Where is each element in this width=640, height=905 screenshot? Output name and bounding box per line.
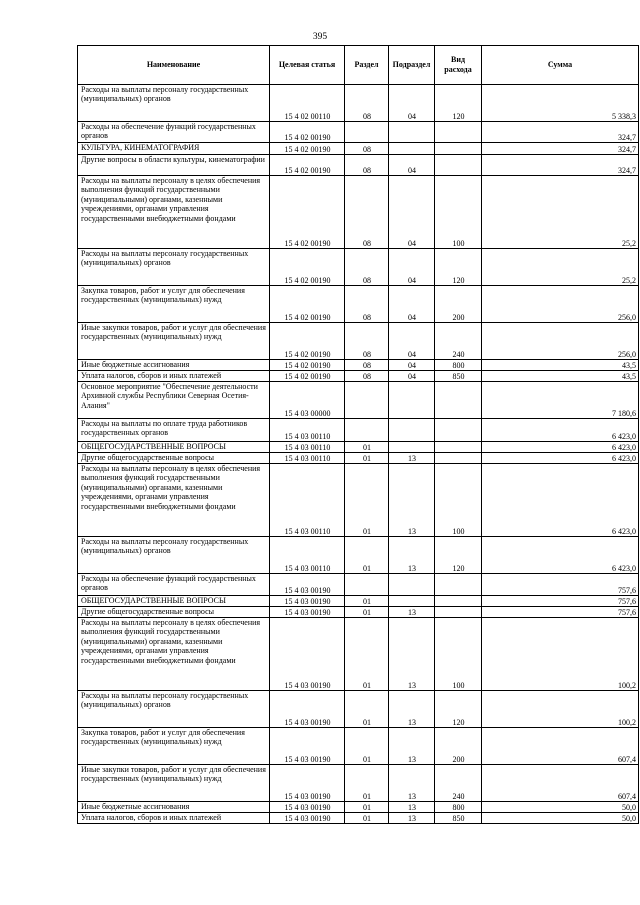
cell-amount: 6 423,0	[482, 464, 639, 537]
cell-target-article: 15 4 03 00190	[270, 574, 345, 596]
cell-name: Другие общегосударственные вопросы	[78, 607, 270, 618]
cell-target-article: 15 4 03 00190	[270, 802, 345, 813]
cell-amount: 100,2	[482, 691, 639, 728]
cell-section: 01	[345, 607, 389, 618]
cell-target-article: 15 4 03 00110	[270, 442, 345, 453]
table-row	[78, 122, 639, 143]
cell-target-article: 15 4 02 00190	[270, 371, 345, 382]
cell-expense-type	[435, 453, 482, 464]
cell-subsection: 13	[389, 691, 435, 728]
cell-expense-type: 120	[435, 85, 482, 122]
cell-amount: 43,5	[482, 360, 639, 371]
cell-subsection: 13	[389, 537, 435, 574]
cell-section: 01	[345, 537, 389, 574]
cell-expense-type	[435, 419, 482, 442]
cell-section: 01	[345, 765, 389, 802]
cell-section: 08	[345, 249, 389, 286]
cell-expense-type	[435, 143, 482, 155]
table-row	[78, 155, 639, 176]
cell-target-article: 15 4 03 00190	[270, 596, 345, 607]
cell-amount: 6 423,0	[482, 453, 639, 464]
cell-name: Закупка товаров, работ и услуг для обеспечения государственных (муниципальных) нужд	[78, 286, 270, 323]
cell-target-article: 15 4 02 00190	[270, 122, 345, 143]
budget-table	[77, 45, 639, 824]
cell-name: Расходы на выплаты персоналу государственных (муниципальных) органов	[78, 85, 270, 122]
cell-name: ОБЩЕГОСУДАРСТВЕННЫЕ ВОПРОСЫ	[78, 596, 270, 607]
cell-expense-type: 120	[435, 537, 482, 574]
cell-subsection: 04	[389, 371, 435, 382]
table-row	[78, 286, 639, 323]
cell-expense-type: 200	[435, 286, 482, 323]
cell-name: Иные бюджетные ассигнования	[78, 802, 270, 813]
cell-expense-type	[435, 607, 482, 618]
table-row	[78, 813, 639, 824]
cell-subsection: 04	[389, 176, 435, 249]
cell-name: КУЛЬТУРА, КИНЕМАТОГРАФИЯ	[78, 143, 270, 155]
cell-subsection: 13	[389, 607, 435, 618]
cell-name: Расходы на выплаты персоналу в целях обеспечения выполнения функций государственными (муниципальными) органами, казенными учреждениями, органами управления государственными внебюджетными фондами	[78, 464, 270, 537]
cell-expense-type	[435, 382, 482, 419]
cell-amount: 757,6	[482, 596, 639, 607]
cell-expense-type: 800	[435, 802, 482, 813]
cell-target-article: 15 4 02 00190	[270, 323, 345, 360]
cell-expense-type	[435, 442, 482, 453]
cell-target-article: 15 4 03 00190	[270, 691, 345, 728]
table-row	[78, 85, 639, 122]
table-row	[78, 607, 639, 618]
cell-expense-type: 240	[435, 765, 482, 802]
cell-section: 08	[345, 371, 389, 382]
cell-expense-type: 800	[435, 360, 482, 371]
cell-section: 01	[345, 464, 389, 537]
cell-section	[345, 122, 389, 143]
table-row	[78, 464, 639, 537]
cell-subsection: 13	[389, 464, 435, 537]
cell-subsection: 13	[389, 802, 435, 813]
cell-target-article: 15 4 02 00190	[270, 143, 345, 155]
cell-section	[345, 419, 389, 442]
cell-name: Закупка товаров, работ и услуг для обеспечения государственных (муниципальных) нужд	[78, 728, 270, 765]
cell-expense-type: 200	[435, 728, 482, 765]
cell-expense-type	[435, 596, 482, 607]
cell-expense-type: 120	[435, 691, 482, 728]
cell-subsection	[389, 574, 435, 596]
table-row	[78, 618, 639, 691]
cell-expense-type: 850	[435, 371, 482, 382]
cell-subsection: 04	[389, 323, 435, 360]
cell-section: 08	[345, 286, 389, 323]
table-row	[78, 453, 639, 464]
cell-name: Расходы на выплаты по оплате труда работников государственных органов	[78, 419, 270, 442]
table-row	[78, 419, 639, 442]
cell-expense-type: 850	[435, 813, 482, 824]
cell-expense-type: 120	[435, 249, 482, 286]
cell-target-article: 15 4 03 00000	[270, 382, 345, 419]
cell-target-article: 15 4 03 00190	[270, 607, 345, 618]
cell-subsection: 04	[389, 360, 435, 371]
header-name: Наименование	[78, 46, 270, 85]
cell-section	[345, 574, 389, 596]
cell-name: Уплата налогов, сборов и иных платежей	[78, 813, 270, 824]
cell-target-article: 15 4 03 00110	[270, 464, 345, 537]
cell-section: 01	[345, 728, 389, 765]
cell-target-article: 15 4 02 00110	[270, 85, 345, 122]
table-row	[78, 371, 639, 382]
cell-section: 01	[345, 802, 389, 813]
table-row	[78, 442, 639, 453]
cell-subsection: 04	[389, 85, 435, 122]
cell-target-article: 15 4 02 00190	[270, 155, 345, 176]
cell-expense-type: 100	[435, 176, 482, 249]
cell-target-article: 15 4 03 00190	[270, 813, 345, 824]
cell-target-article: 15 4 03 00110	[270, 537, 345, 574]
cell-name: Иные закупки товаров, работ и услуг для обеспечения государственных (муниципальных) нужд	[78, 323, 270, 360]
cell-subsection: 04	[389, 249, 435, 286]
cell-expense-type: 100	[435, 464, 482, 537]
table-row	[78, 537, 639, 574]
cell-section: 08	[345, 85, 389, 122]
cell-subsection	[389, 143, 435, 155]
cell-subsection: 13	[389, 453, 435, 464]
header-subsection: Подраздел	[389, 46, 435, 85]
cell-subsection	[389, 596, 435, 607]
cell-name: Расходы на выплаты персоналу государственных (муниципальных) органов	[78, 691, 270, 728]
table-row	[78, 249, 639, 286]
cell-name: Расходы на выплаты персоналу в целях обеспечения выполнения функций государственными (муниципальными) органами, казенными учреждениями, органами управления государственными внебюджетными фондами	[78, 618, 270, 691]
cell-section: 08	[345, 360, 389, 371]
cell-expense-type: 100	[435, 618, 482, 691]
cell-target-article: 15 4 02 00190	[270, 249, 345, 286]
cell-section: 08	[345, 323, 389, 360]
cell-amount: 607,4	[482, 765, 639, 802]
cell-section: 01	[345, 596, 389, 607]
cell-subsection	[389, 442, 435, 453]
cell-target-article: 15 4 02 00190	[270, 360, 345, 371]
header-section: Раздел	[345, 46, 389, 85]
cell-subsection	[389, 382, 435, 419]
cell-target-article: 15 4 02 00190	[270, 286, 345, 323]
table-row	[78, 728, 639, 765]
cell-expense-type	[435, 155, 482, 176]
table-row	[78, 323, 639, 360]
cell-name: Расходы на выплаты персоналу государственных (муниципальных) органов	[78, 537, 270, 574]
cell-amount: 43,5	[482, 371, 639, 382]
cell-section: 08	[345, 155, 389, 176]
cell-amount: 7 180,6	[482, 382, 639, 419]
cell-subsection: 13	[389, 765, 435, 802]
cell-expense-type	[435, 122, 482, 143]
cell-subsection: 13	[389, 813, 435, 824]
cell-target-article: 15 4 02 00190	[270, 176, 345, 249]
cell-amount: 6 423,0	[482, 537, 639, 574]
cell-name: Уплата налогов, сборов и иных платежей	[78, 371, 270, 382]
page-number: 395	[312, 32, 328, 42]
cell-target-article: 15 4 03 00190	[270, 728, 345, 765]
cell-amount: 6 423,0	[482, 442, 639, 453]
cell-amount: 25,2	[482, 249, 639, 286]
cell-amount: 6 423,0	[482, 419, 639, 442]
table-row	[78, 143, 639, 155]
cell-section: 01	[345, 691, 389, 728]
cell-section: 08	[345, 143, 389, 155]
table-row	[78, 691, 639, 728]
cell-amount: 50,0	[482, 802, 639, 813]
cell-section: 08	[345, 176, 389, 249]
cell-expense-type	[435, 574, 482, 596]
table-row	[78, 802, 639, 813]
cell-amount: 324,7	[482, 155, 639, 176]
table-row	[78, 176, 639, 249]
cell-name: Расходы на выплаты персоналу в целях обеспечения выполнения функций государственными (муниципальными) органами, казенными учреждениями, органами управления государственными внебюджетными фондами	[78, 176, 270, 249]
header-target-article: Целевая статья	[270, 46, 345, 85]
cell-amount: 50,0	[482, 813, 639, 824]
cell-name: Иные бюджетные ассигнования	[78, 360, 270, 371]
cell-subsection: 13	[389, 618, 435, 691]
cell-target-article: 15 4 03 00110	[270, 453, 345, 464]
cell-section: 01	[345, 813, 389, 824]
cell-amount: 757,6	[482, 574, 639, 596]
cell-amount: 757,6	[482, 607, 639, 618]
cell-amount: 607,4	[482, 728, 639, 765]
table-header-row	[78, 46, 639, 85]
cell-amount: 256,0	[482, 286, 639, 323]
cell-section: 01	[345, 618, 389, 691]
table-row	[78, 574, 639, 596]
cell-amount: 256,0	[482, 323, 639, 360]
header-amount: Сумма	[482, 46, 639, 85]
cell-target-article: 15 4 03 00190	[270, 765, 345, 802]
cell-name: ОБЩЕГОСУДАРСТВЕННЫЕ ВОПРОСЫ	[78, 442, 270, 453]
cell-amount: 100,2	[482, 618, 639, 691]
cell-subsection: 04	[389, 155, 435, 176]
cell-name: Основное мероприятие "Обеспечение деятельности Архивной службы Республики Северная Осетия-Алания"	[78, 382, 270, 419]
cell-amount: 324,7	[482, 143, 639, 155]
cell-amount: 324,7	[482, 122, 639, 143]
cell-amount: 25,2	[482, 176, 639, 249]
cell-name: Другие общегосударственные вопросы	[78, 453, 270, 464]
cell-amount: 5 338,3	[482, 85, 639, 122]
cell-target-article: 15 4 03 00190	[270, 618, 345, 691]
cell-name: Расходы на обеспечение функций государственных органов	[78, 122, 270, 143]
header-expense-type: Вид расхода	[435, 46, 482, 85]
table-row	[78, 765, 639, 802]
table-row	[78, 360, 639, 371]
cell-target-article: 15 4 03 00110	[270, 419, 345, 442]
cell-name: Расходы на обеспечение функций государственных органов	[78, 574, 270, 596]
cell-section: 01	[345, 442, 389, 453]
cell-name: Иные закупки товаров, работ и услуг для обеспечения государственных (муниципальных) нужд	[78, 765, 270, 802]
cell-subsection	[389, 419, 435, 442]
cell-expense-type: 240	[435, 323, 482, 360]
table-row	[78, 382, 639, 419]
table-row	[78, 596, 639, 607]
cell-name: Другие вопросы в области культуры, кинематографии	[78, 155, 270, 176]
cell-section	[345, 382, 389, 419]
cell-subsection: 04	[389, 286, 435, 323]
cell-section: 01	[345, 453, 389, 464]
table-body	[78, 85, 639, 824]
cell-subsection: 13	[389, 728, 435, 765]
cell-name: Расходы на выплаты персоналу государственных (муниципальных) органов	[78, 249, 270, 286]
cell-subsection	[389, 122, 435, 143]
